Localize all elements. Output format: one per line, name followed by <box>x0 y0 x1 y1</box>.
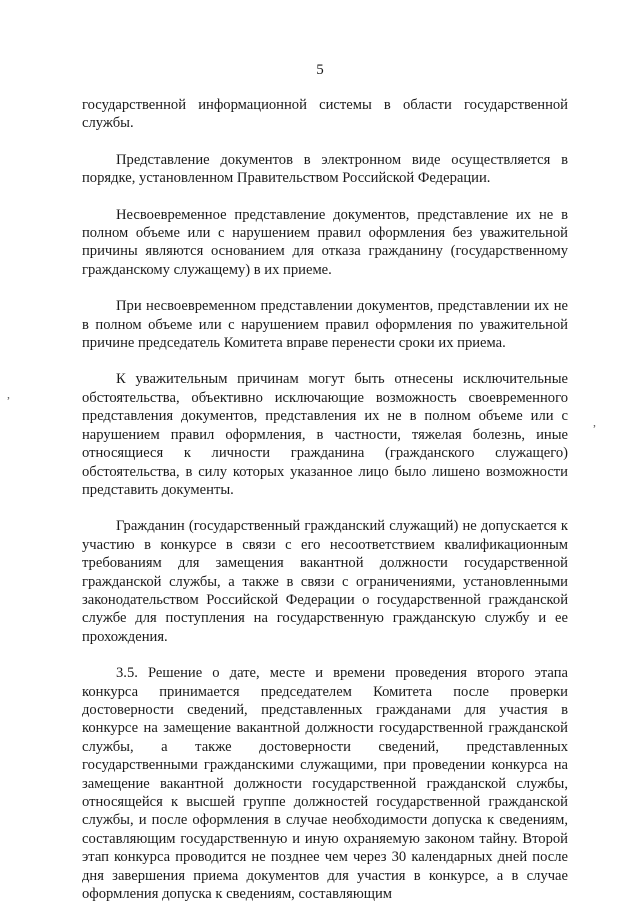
document-body <box>82 96 568 903</box>
paragraph-deadline-extension: При несвоевременном представлении документов, представлении их не в полном объеме или с нарушением правил оформления по уважительной причине председатель Комитета вправе перенести сроки их приема. <box>82 298 568 352</box>
paragraph-refusal-grounds: Несвоевременное представление документов, представление их не в полном объеме или с нарушением правил оформления без уважительной причины являются основанием для отказа гражданину (государственному гражданскому служащему) в их приеме. <box>82 206 568 278</box>
paragraph-section-3-5: 3.5. Решение о дате, месте и времени проведения второго этапа конкурса принимается председателем Комитета после проверки достоверности сведений, представленных гражданами для участия в конкурсе на замещение вакантной должности государственной гражданской службы, а также достоверности сведений, представленных государственными гражданскими служащими, при проведении конкурса на замещение вакантной должности государственной гражданской службы, относящейся к высшей группе должностей государственной гражданской службы, и после оформления в случае необходимости допуска к сведениям, составляющим государственную и иную охраняемую законом тайну. Второй этап конкурса проводится не позднее чем через 30 календарных дней после дня завершения приема документов для участия в конкурсе, а в случае оформления допуска к сведениям, составляющим <box>82 665 568 903</box>
paragraph-non-admission: Гражданин (государственный гражданский служащий) не допускается к участию в конкурсе в связи с его несоответствием квалификационным требованиям для замещения вакантной должности государственной гражданской службы, а также в связи с ограничениями, установленными законодательством Российской Федерации о государственной гражданской службе для поступления на государственную гражданскую службу и ее прохождения. <box>82 518 568 645</box>
paragraph-electronic-submission: Представление документов в электронном виде осуществляется в порядке, установленном Правительством Российской Федерации. <box>82 151 568 187</box>
margin-mark-right: , <box>593 415 596 429</box>
paragraph-continuation: государственной информационной системы в области государственной службы. <box>82 97 568 132</box>
margin-mark-left: , <box>7 387 10 401</box>
paragraph-valid-reasons: К уважительным причинам могут быть отнесены исключительные обстоятельства, объективно исключающие возможность своевременного представления документов, представления их не в полном объеме или с нарушением правил оформления, в частности, тяжелая болезнь, иные относящиеся к личности гражданина (гражданского служащего) обстоятельства, в силу которых указанное лицо было лишено возможности представить документы. <box>82 371 568 498</box>
page-number: 5 <box>316 62 324 78</box>
